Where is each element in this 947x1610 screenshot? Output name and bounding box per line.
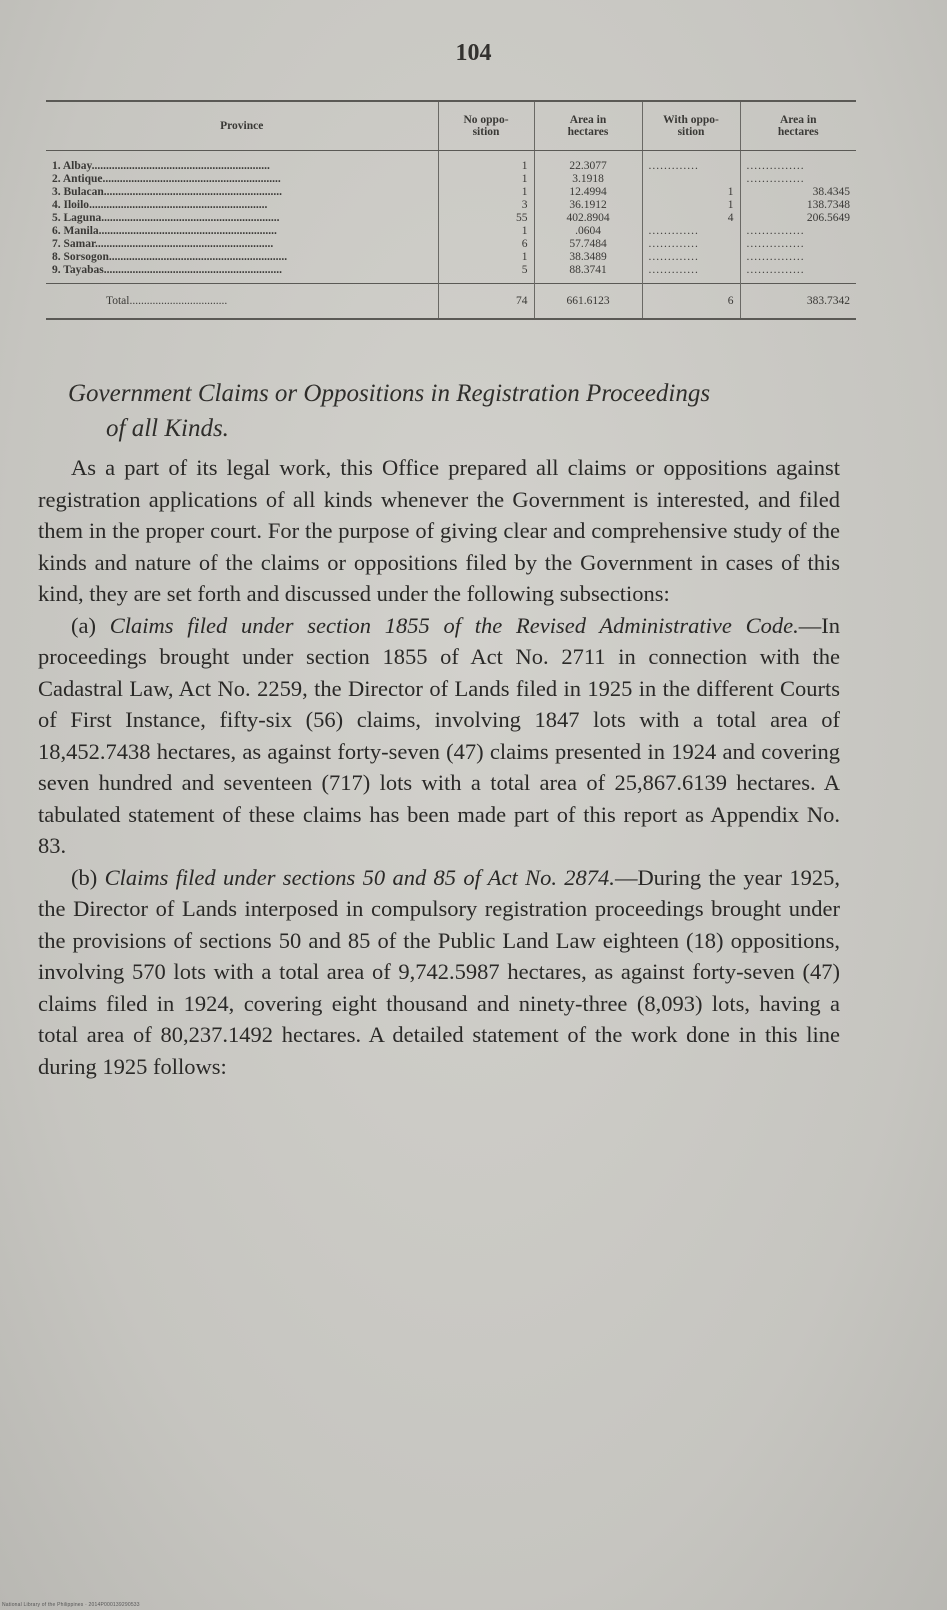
no-opposition-cell: 1 (438, 151, 534, 174)
with-opposition-cell: 1 (642, 199, 740, 212)
with-opposition-cell: ............. (642, 225, 740, 238)
header-no-opposition: No oppo- sition (438, 101, 534, 151)
with-opposition-cell: 1 (642, 186, 740, 199)
table-row (46, 238, 856, 251)
no-opposition-cell: 3 (438, 199, 534, 212)
provinces-table (46, 100, 856, 320)
area-opposition-cell: ............... (740, 238, 856, 251)
area-opposition-cell: ............... (740, 225, 856, 238)
no-opposition-cell: 1 (438, 251, 534, 264)
area-cell: 38.3489 (534, 251, 642, 264)
total-label: Total.................................. (46, 284, 438, 320)
no-opposition-cell: 1 (438, 186, 534, 199)
no-opposition-cell: 1 (438, 225, 534, 238)
table-row (46, 212, 856, 225)
header-area-hectares: Area in hectares (534, 101, 642, 151)
area-opposition-cell: ............... (740, 264, 856, 284)
no-opposition-cell: 6 (438, 238, 534, 251)
paragraph-a-title: Claims filed under section 1855 of the Revised Administrative Code. (109, 612, 799, 638)
area-opposition-cell: 206.5649 (740, 212, 856, 225)
province-cell: 8. Sorsogon.............................................................. (52, 251, 288, 263)
section-heading-line1: Government Claims or Oppositions in Registration Proceedings (68, 380, 711, 407)
table-row (46, 251, 856, 264)
total-with-opposition: 6 (642, 284, 740, 320)
area-opposition-cell: ............... (740, 151, 856, 174)
paragraph-a-prefix: (a) (71, 612, 110, 638)
province-cell: 6. Manila.............................................................. (52, 225, 277, 237)
area-opposition-cell: ............... (740, 251, 856, 264)
area-cell: 36.1912 (534, 199, 642, 212)
total-area-opposition: 383.7342 (740, 284, 856, 320)
province-cell: 7. Samar.............................................................. (52, 238, 274, 250)
paragraph-a-body: —In proceedings brought under section 1855 of Act No. 2711 in connection with the Cadastral Law, Act No. 2259, the Director of Lands filed in 1925 in the different Courts of First Instance, fifty-six (56) claims, involving 1847 lots with a total area of 18,452.7438 hectares, as against forty-seven (47) claims presented in 1924 and covering seven hundred and seventeen (717) lots with a total area of 25,867.6139 hectares. A tabulated statement of these claims has been made part of this report as Appendix No. 83. (38, 612, 840, 858)
no-opposition-cell: 5 (438, 264, 534, 284)
area-cell: .0604 (534, 225, 642, 238)
paragraph-b-body: —During the year 1925, the Director of Lands interposed in compulsory registration proceedings brought under the provisions of sections 50 and 85 of the Public Land Law eighteen (18) oppositions, involving 570 lots with a total area of 9,742.5987 hectares, as against forty-seven (47) claims filed in 1924, covering eight thousand and ninety-three (8,093) lots, having a total area of 80,237.1492 hectares. A detailed statement of the work done in this line during 1925 follows: (38, 864, 840, 1079)
paragraph-a (38, 610, 840, 862)
total-row (46, 284, 856, 320)
province-cell: 9. Tayabas.............................................................. (52, 264, 283, 276)
with-opposition-cell (642, 173, 740, 186)
no-opposition-cell: 1 (438, 173, 534, 186)
paragraph-b-prefix: (b) (71, 864, 105, 890)
province-cell: 1. Albay.............................................................. (52, 160, 270, 172)
area-opposition-cell: 138.7348 (740, 199, 856, 212)
area-cell: 57.7484 (534, 238, 642, 251)
table-row (46, 151, 856, 174)
area-cell: 22.3077 (534, 151, 642, 174)
table-row (46, 264, 856, 284)
header-province: Province (46, 101, 438, 151)
area-opposition-cell: ............... (740, 173, 856, 186)
section-heading (68, 376, 858, 446)
section-heading-line2: of all Kinds. (106, 415, 229, 442)
table-row (46, 173, 856, 186)
area-cell: 88.3741 (534, 264, 642, 284)
total-no-opposition: 74 (438, 284, 534, 320)
body-text (38, 452, 840, 1082)
total-area: 661.6123 (534, 284, 642, 320)
header-with-opposition: With oppo- sition (642, 101, 740, 151)
with-opposition-cell: ............. (642, 251, 740, 264)
paragraph-b-title: Claims filed under sections 50 and 85 of Act No. 2874. (104, 864, 615, 890)
province-cell: 3. Bulacan.............................................................. (52, 186, 283, 198)
area-cell: 12.4994 (534, 186, 642, 199)
with-opposition-cell: ............. (642, 151, 740, 174)
area-opposition-cell: 38.4345 (740, 186, 856, 199)
province-cell: 2. Antique.............................................................. (52, 173, 281, 185)
table-header (46, 101, 856, 151)
header-area-hectares-2: Area in hectares (740, 101, 856, 151)
area-cell: 3.1918 (534, 173, 642, 186)
province-cell: 4. Iloilo.............................................................. (52, 199, 268, 211)
table-total (46, 284, 856, 320)
province-cell: 5. Laguna.............................................................. (52, 212, 280, 224)
with-opposition-cell: ............. (642, 264, 740, 284)
paragraph-intro: As a part of its legal work, this Office prepared all claims or oppositions against registration applications of all kinds whenever the Government is interested, and filed them in the proper court. For the purpose of giving clear and comprehensive study of the kinds and nature of the claims or oppositions filed by the Government in cases of this kind, they are set forth and discussed under the following subsections: (38, 455, 840, 606)
paragraph-b (38, 862, 840, 1083)
page-number: 104 (455, 40, 492, 66)
table-row (46, 199, 856, 212)
table-row (46, 225, 856, 238)
table-body (46, 151, 856, 284)
no-opposition-cell: 55 (438, 212, 534, 225)
footer-credit: National Library of the Philippines · 2014P000139290533 (2, 1602, 140, 1608)
with-opposition-cell: 4 (642, 212, 740, 225)
with-opposition-cell: ............. (642, 238, 740, 251)
area-cell: 402.8904 (534, 212, 642, 225)
table-row (46, 186, 856, 199)
